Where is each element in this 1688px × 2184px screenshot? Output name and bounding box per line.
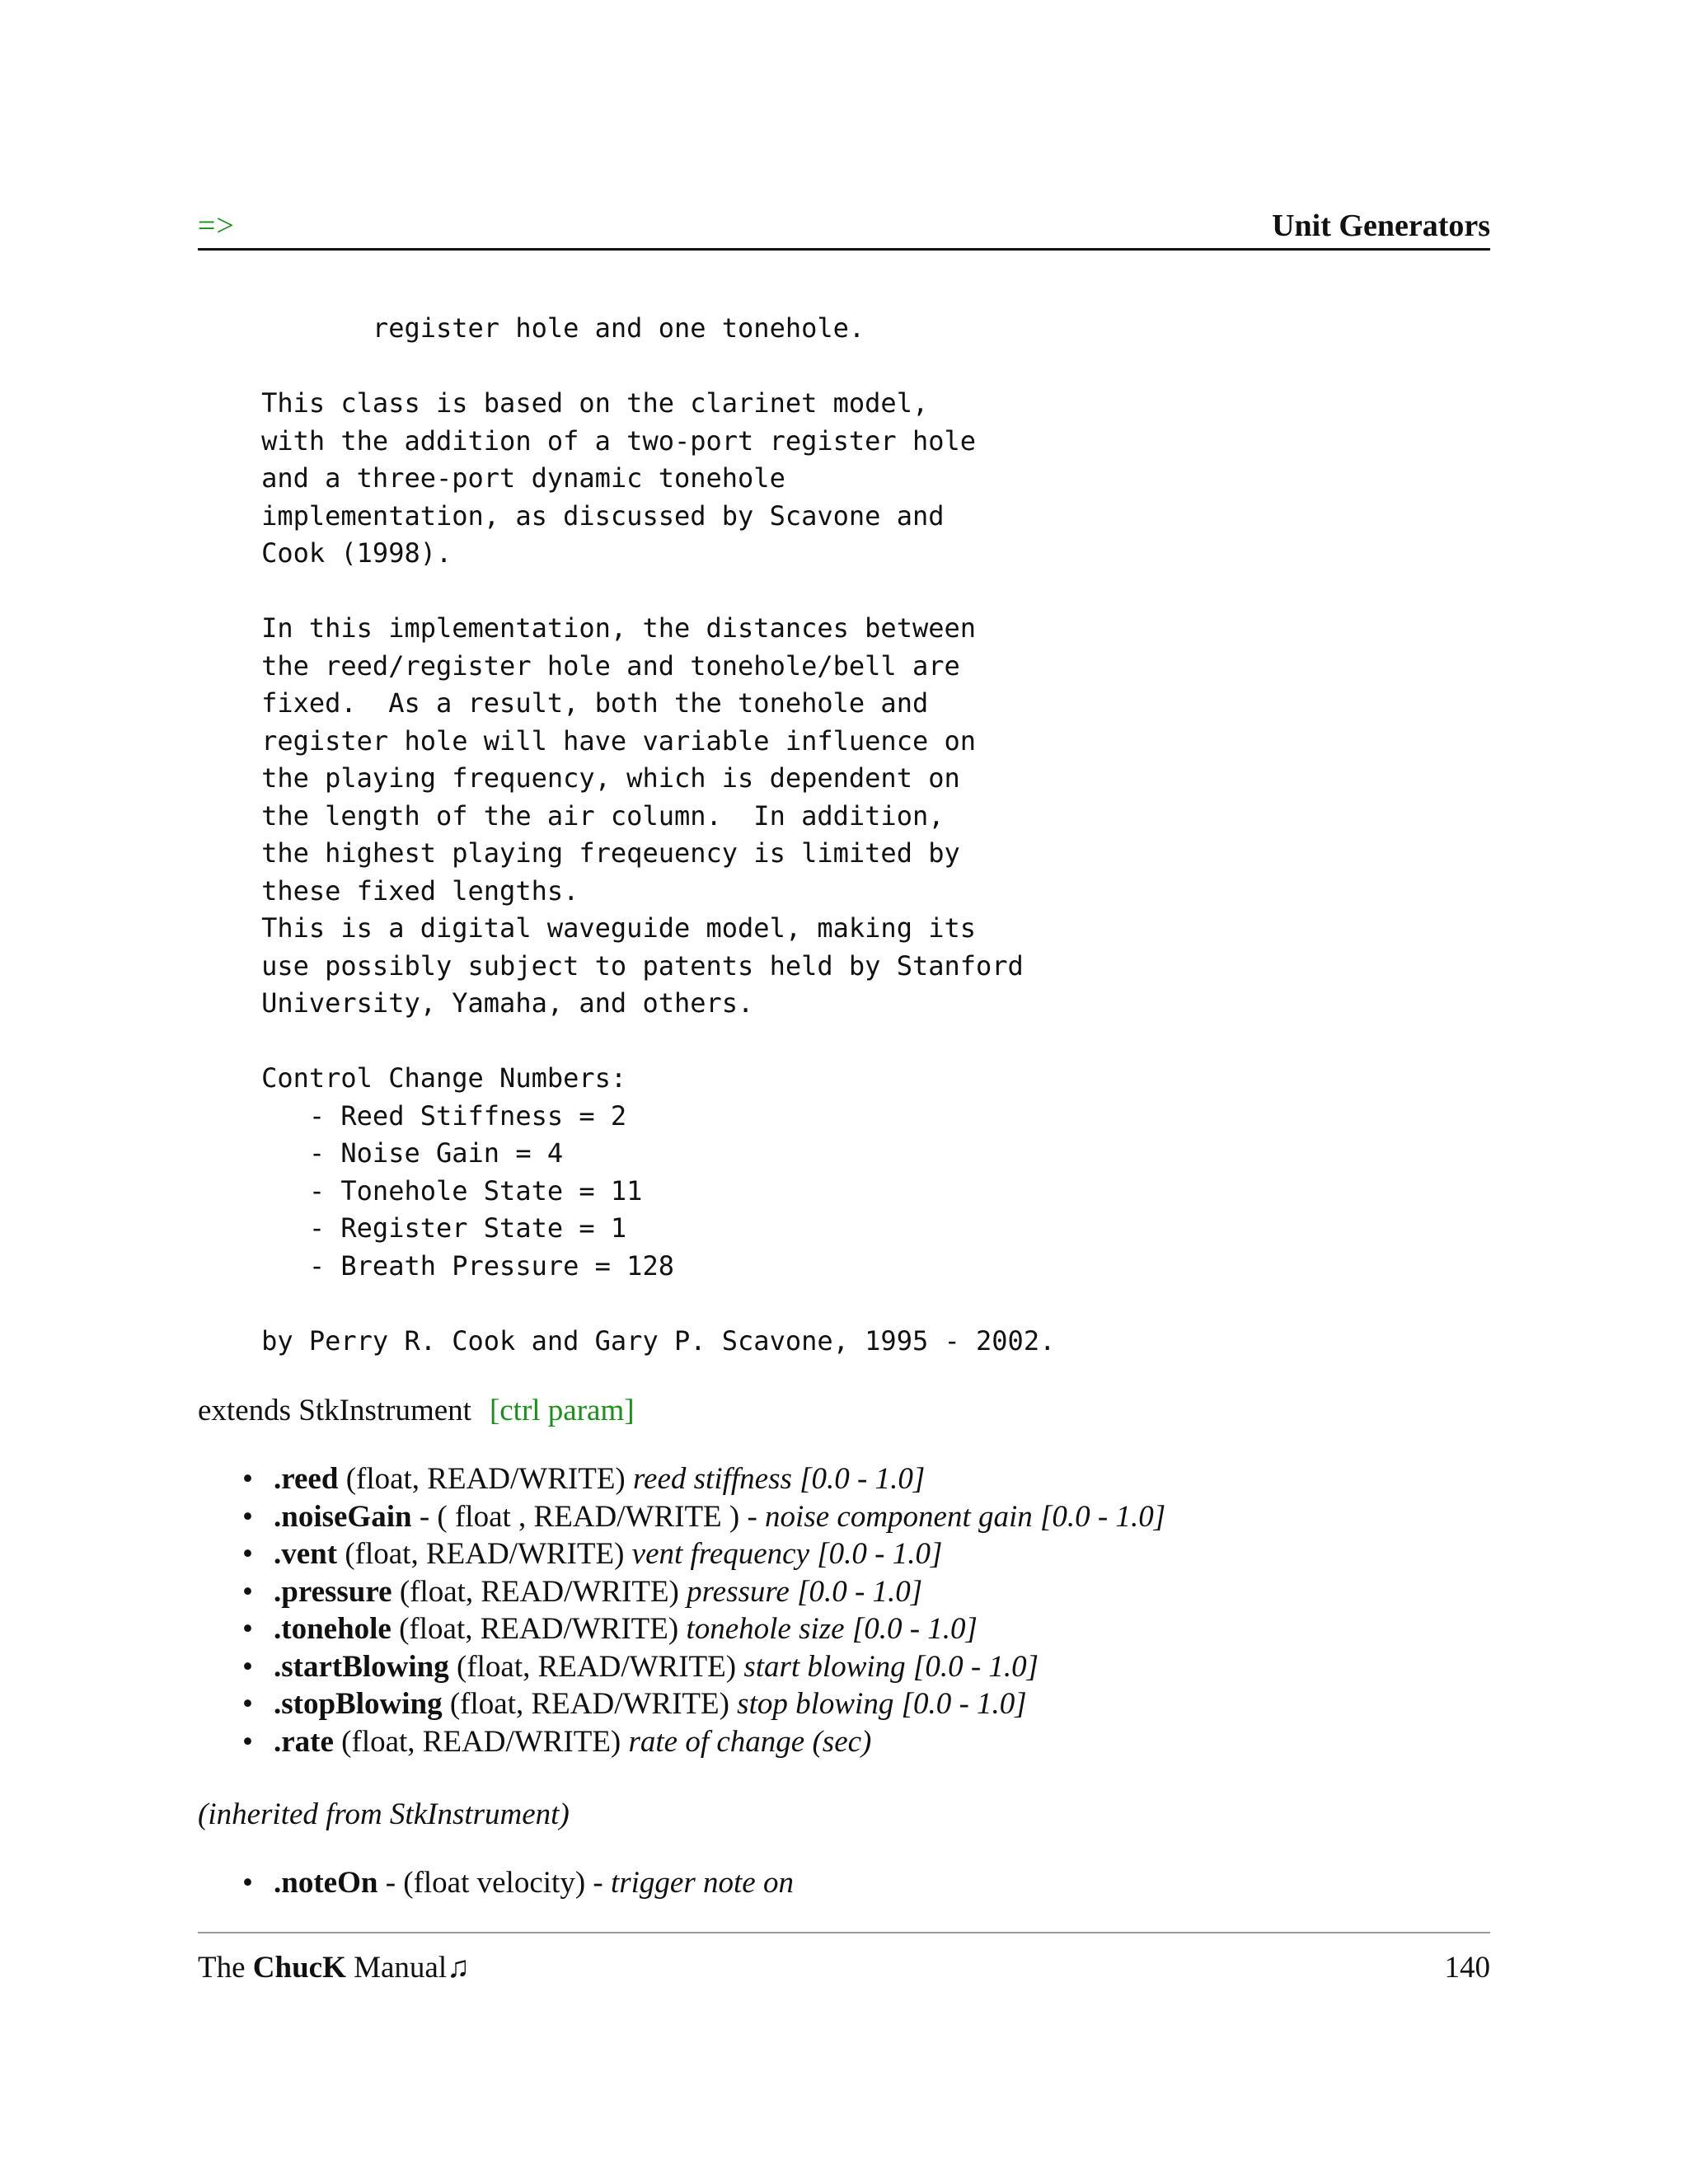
ctrl-param-label: [ctrl param] bbox=[489, 1394, 635, 1427]
bullet-icon: • bbox=[242, 1866, 253, 1900]
bullet-icon: • bbox=[242, 1462, 253, 1496]
page-number: 140 bbox=[1444, 1951, 1490, 1985]
param-name: .pressure bbox=[274, 1574, 392, 1609]
param-description: tonehole size [0.0 - 1.0] bbox=[686, 1612, 978, 1646]
param-type: (float, READ/WRITE) bbox=[333, 1724, 629, 1759]
param-name: .reed bbox=[274, 1462, 339, 1496]
param-description: noise component gain [0.0 - 1.0] bbox=[765, 1499, 1166, 1534]
param-description: pressure [0.0 - 1.0] bbox=[687, 1574, 923, 1609]
param-item bbox=[239, 1460, 1165, 1498]
param-type: (float, READ/WRITE) bbox=[448, 1649, 744, 1684]
param-item bbox=[239, 1498, 1165, 1536]
bullet-icon: • bbox=[242, 1499, 253, 1534]
param-type: (float, READ/WRITE) bbox=[338, 1462, 634, 1496]
header-rule bbox=[198, 248, 1490, 251]
param-name: .rate bbox=[274, 1724, 334, 1759]
param-type: (float, READ/WRITE) bbox=[392, 1574, 687, 1609]
class-description-code: register hole and one tonehole. This class is based on the clarinet model, with the addition of a two-port register hole and a three-port dynamic tonehole implementation, as discussed by Scavone and Cook (1998). In this implementation, the distances between the reed/register hole and tonehole/bell are fixed. As a result, both the tonehole and register hole will have variable influence on the playing frequency, which is dependent on the length of the air column. In addition, the highest playing freqeuency is limited by these fixed lengths. This is a digital waveguide model, making its use possibly subject to patents held by Stanford University, Yamaha, and others. Control Change Numbers: - Reed Stiffness = 2 - Noise Gain = 4 - Tonehole State = 11 - Register State = 1 - Breath Pressure = 128 by Perry R. Cook and Gary P. Scavone, 1995 - 2002. bbox=[261, 312, 1056, 1357]
bullet-icon: • bbox=[242, 1724, 253, 1759]
param-description: vent frequency [0.0 - 1.0] bbox=[631, 1537, 943, 1571]
param-name: .noiseGain bbox=[274, 1499, 412, 1534]
page-header bbox=[198, 204, 1490, 251]
param-type: (float, READ/WRITE) bbox=[391, 1612, 687, 1646]
param-item bbox=[239, 1723, 1165, 1761]
footer-brand: ChucK bbox=[252, 1951, 346, 1985]
param-description: start blowing [0.0 - 1.0] bbox=[743, 1649, 1039, 1684]
bullet-icon: • bbox=[242, 1612, 253, 1646]
bullet-icon: • bbox=[242, 1649, 253, 1684]
bullet-icon: • bbox=[242, 1687, 253, 1721]
param-item bbox=[239, 1610, 1165, 1648]
param-item bbox=[239, 1535, 1165, 1573]
param-type: - ( float , READ/WRITE ) - bbox=[411, 1499, 766, 1534]
param-description: reed stiffness [0.0 - 1.0] bbox=[633, 1462, 926, 1496]
param-description: stop blowing [0.0 - 1.0] bbox=[737, 1687, 1027, 1721]
param-description: rate of change (sec) bbox=[628, 1724, 872, 1759]
param-type: (float, READ/WRITE) bbox=[337, 1537, 632, 1571]
footer-suffix: Manual♫ bbox=[345, 1951, 470, 1985]
param-item bbox=[239, 1685, 1165, 1723]
chuck-arrow-mark: => bbox=[198, 209, 235, 243]
param-item bbox=[239, 1648, 1165, 1686]
param-type: - (float velocity) - bbox=[377, 1866, 611, 1900]
param-name: .tonehole bbox=[274, 1612, 392, 1646]
extends-line bbox=[198, 1393, 635, 1428]
param-name: .startBlowing bbox=[274, 1649, 449, 1684]
param-name: .stopBlowing bbox=[274, 1687, 443, 1721]
param-type: (float, READ/WRITE) bbox=[442, 1687, 738, 1721]
footer-manual-title bbox=[198, 1950, 470, 1985]
inherited-method-list bbox=[239, 1864, 794, 1902]
param-item bbox=[239, 1573, 1165, 1611]
footer-prefix: The bbox=[198, 1951, 253, 1985]
bullet-icon: • bbox=[242, 1574, 253, 1609]
footer-rule bbox=[198, 1932, 1490, 1933]
param-name: .noteOn bbox=[274, 1866, 378, 1900]
inherited-label: (inherited from StkInstrument) bbox=[198, 1797, 570, 1831]
param-list bbox=[239, 1460, 1165, 1760]
param-item bbox=[239, 1864, 794, 1902]
param-name: .vent bbox=[274, 1537, 338, 1571]
param-description: trigger note on bbox=[610, 1866, 794, 1900]
extends-text: extends StkInstrument bbox=[198, 1394, 471, 1427]
bullet-icon: • bbox=[242, 1537, 253, 1571]
section-title: Unit Generators bbox=[1272, 209, 1490, 243]
